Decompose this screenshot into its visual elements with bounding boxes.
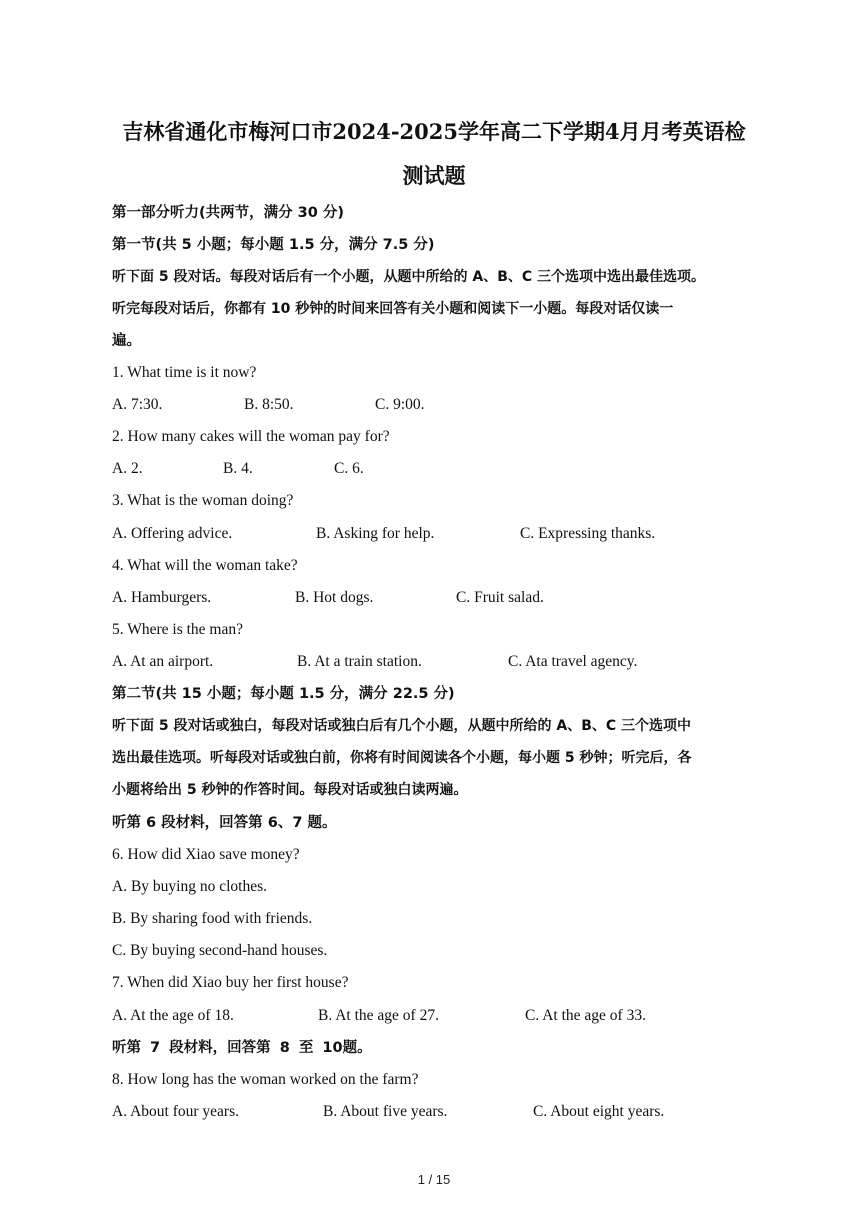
question-7: 7. When did Xiao buy her first house? [112,974,349,991]
question-4: 4. What will the woman take? [112,557,298,574]
question-4-option-b: B. Hot dogs. [295,589,374,606]
document-title-line-1: 吉林省通化市梅河口市2024-2025学年高二下学期4月月考英语检 [122,119,746,144]
question-2-option-b: B. 4. [223,460,253,477]
question-6-option-a: A. By buying no clothes. [112,878,267,895]
question-7-option-b: B. At the age of 27. [318,1007,439,1024]
section1-instruction-line-3: 遍。 [112,333,141,349]
question-2: 2. How many cakes will the woman pay for? [112,428,390,445]
part1-heading: 第一部分听力(共两节，满分 30 分) [112,205,345,221]
question-1: 1. What time is it now? [112,364,257,381]
question-5-option-c: C. Ata travel agency. [508,653,638,670]
question-5-option-a: A. At an airport. [112,653,214,670]
question-8-option-b: B. About five years. [323,1103,448,1120]
question-1-option-c: C. 9:00. [375,396,425,413]
question-6-option-c: C. By buying second-hand houses. [112,942,328,959]
question-3-option-b: B. Asking for help. [316,525,435,542]
question-2-option-c: C. 6. [334,460,364,477]
section2-heading: 第二节(共 15 小题；每小题 1.5 分，满分 22.5 分) [112,686,455,702]
section2-instruction-line-2: 选出最佳选项。听每段对话或独白前，你将有时间阅读各个小题，每小题 5 秒钟；听完后，各 [112,750,692,766]
question-8-option-c: C. About eight years. [533,1103,665,1120]
section2-instruction-line-1: 听下面 5 段对话或独白，每段对话或独白后有几个小题，从题中所给的 A、B、C 三个选项中 [112,718,692,734]
question-3: 3. What is the woman doing? [112,492,294,509]
question-4-option-a: A. Hamburgers. [112,589,212,606]
question-5: 5. Where is the man? [112,621,243,638]
section1-heading: 第一节(共 5 小题；每小题 1.5 分，满分 7.5 分) [112,237,435,253]
question-3-option-a: A. Offering advice. [112,525,233,542]
question-8-option-a: A. About four years. [112,1103,239,1120]
question-2-option-a: A. 2. [112,460,143,477]
question-1-option-b: B. 8:50. [244,396,294,413]
section1-instruction-line-1: 听下面 5 段对话。每段对话后有一个小题，从题中所给的 A、B、C 三个选项中选出最佳选项。 [112,269,706,285]
page-number: 1 / 15 [417,1172,451,1187]
section1-instruction-line-2: 听完每段对话后，你都有 10 秒钟的时间来回答有关小题和阅读下一小题。每段对话仅读一 [112,301,674,317]
question-7-option-c: C. At the age of 33. [525,1007,646,1024]
section2-instruction-line-3: 小题将给出 5 秒钟的作答时间。每段对话或独白读两遍。 [112,782,468,798]
material-6-heading: 听第 6 段材料，回答第 6、7 题。 [112,815,337,831]
material-7-heading: 听第 7 段材料，回答第 8 至 10题。 [112,1040,372,1056]
question-1-option-a: A. 7:30. [112,396,163,413]
question-3-option-c: C. Expressing thanks. [520,525,656,542]
question-6-option-b: B. By sharing food with friends. [112,910,313,927]
question-6: 6. How did Xiao save money? [112,846,300,863]
question-5-option-b: B. At a train station. [297,653,422,670]
document-title-line-2: 测试题 [402,163,466,188]
question-4-option-c: C. Fruit salad. [456,589,544,606]
question-8: 8. How long has the woman worked on the farm? [112,1071,419,1088]
question-7-option-a: A. At the age of 18. [112,1007,234,1024]
